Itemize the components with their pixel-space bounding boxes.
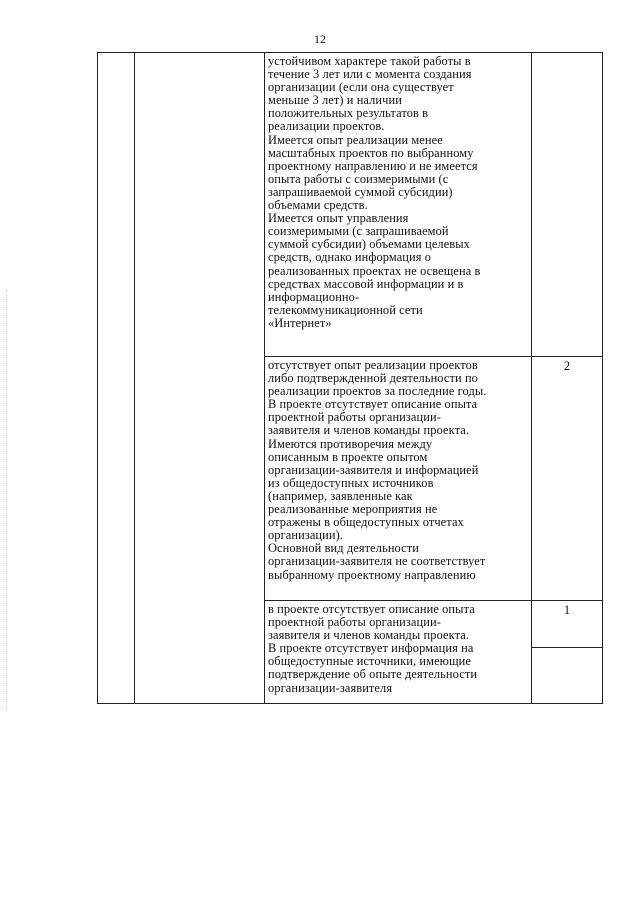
page-number: 12: [314, 32, 326, 46]
score-cell-divider: [531, 647, 603, 648]
row-divider-1: [264, 356, 603, 357]
column-divider-2: [264, 52, 265, 704]
column-divider-1: [134, 52, 135, 704]
table-border-top: [97, 52, 603, 53]
criterion-text-row-2: отсутствует опыт реализации проектов либо подтвержденной деятельности по реализации проектов за последние годы. В проекте отсутствует описание опыта проектной работы организации- заявителя и членов команды проекта. Имеются противоречия между описанным в проекте опытом организации-заявителя и информацией из общедоступных источников (например, заявленные как реализованные мероприятия не отражены в общедоступных отчетах организации). Основной вид деятельности организации-заявителя не соответствует выбранному проектному направлению: [268, 358, 487, 582]
criteria-table: [97, 52, 603, 704]
criterion-text-row-1: устойчивом характере такой работы в течение 3 лет или с момента создания организации (если она существует меньше 3 лет) и наличии положительных результатов в реализации проектов. Имеется опыт реализации менее масштабных проектов по выбранному проектному направлению и не имеется опыта работы с соизмеримыми (с запрашиваемой суммой субсидии) объемами средств. Имеется опыт управления соизмеримыми (с запрашиваемой суммой субсидии) объемами целевых средств, однако информация о реализованных проектах не освещена в средствах массовой информации и в информационно- телекоммуникационной сети «Интернет»: [268, 54, 481, 330]
row-divider-2: [264, 600, 603, 601]
table-border-bottom: [97, 703, 603, 704]
score-row-3: 1: [563, 603, 571, 617]
score-row-2: 2: [563, 359, 571, 373]
table-border-left: [97, 52, 98, 704]
criterion-text-row-3: в проекте отсутствует описание опыта проектной работы организации- заявителя и членов команды проекта. В проекте отсутствует информация на общедоступные источники, имеющие подтверждение об опыте деятельности организации-заявителя: [268, 602, 478, 695]
scan-margin-artifact: [6, 290, 8, 710]
